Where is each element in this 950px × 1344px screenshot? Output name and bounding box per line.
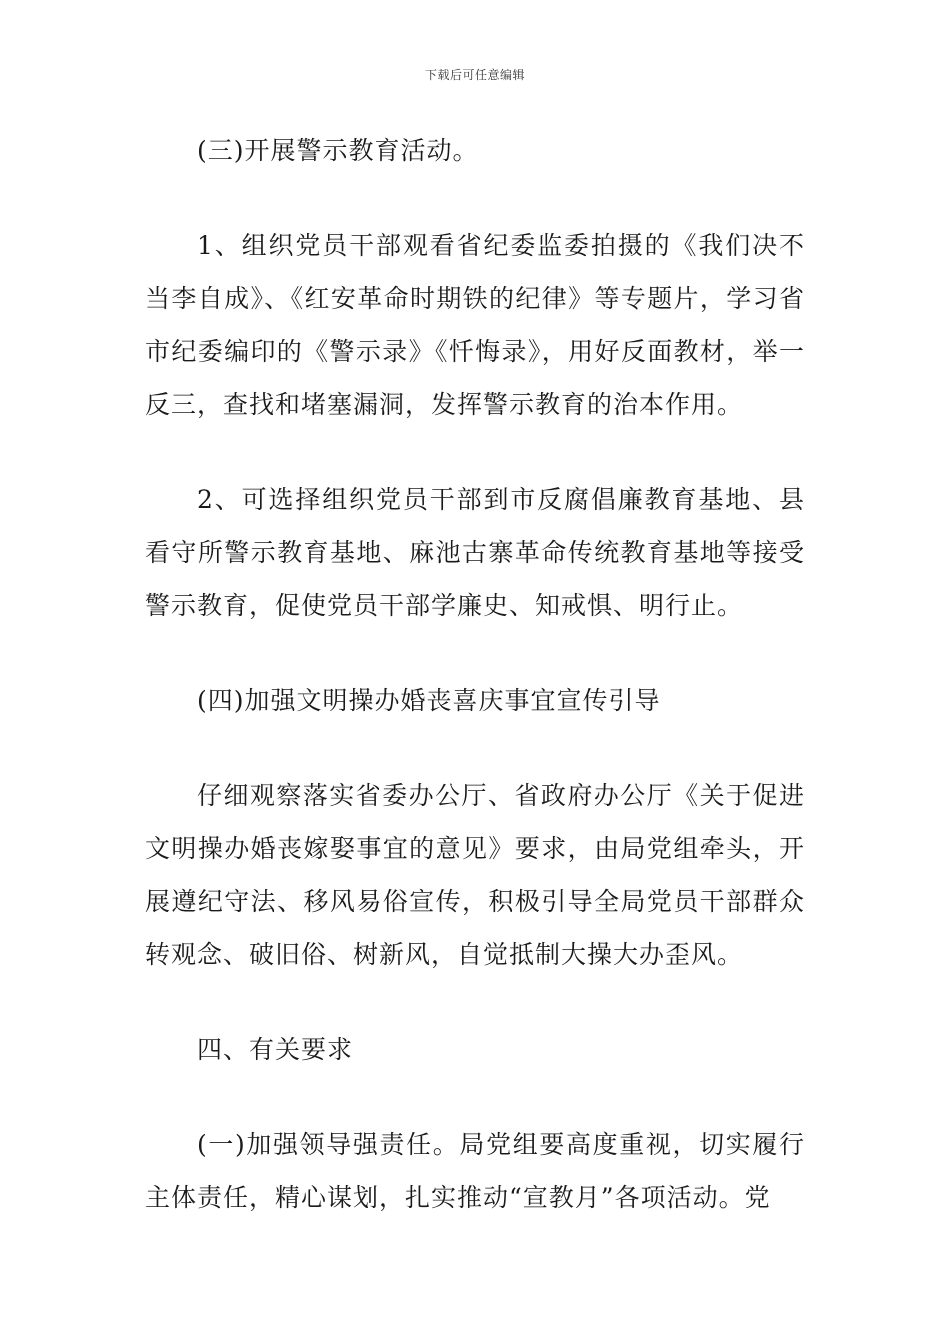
section-heading-wedding-funeral: (四)加强文明操办婚丧喜庆事宜宣传引导: [197, 686, 661, 715]
document-body: [145, 124, 805, 1224]
paragraph-item-1: 1、组织党员干部观看省纪委监委拍摄的《我们决不当李自成》、《红安革命时期铁的纪律》等专题片，学习省市纪委编印的《警示录》《忏悔录》，用好反面教材，举一反三，查找和堵塞漏洞，发挥警示教育的治本作用。: [145, 231, 805, 419]
paragraph-leadership-responsibility: (一)加强领导强责任。局党组要高度重视，切实履行主体责任，精心谋划，扎实推动“宣教月”各项活动。党: [145, 1130, 805, 1212]
paragraph-item-2: 2、可选择组织党员干部到市反腐倡廉教育基地、县看守所警示教育基地、麻池古寨革命传统教育基地等接受警示教育，促使党员干部学廉史、知戒惧、明行止。: [145, 485, 805, 620]
paragraph-civilized-customs: 仔细观察落实省委办公厅、省政府办公厅《关于促进文明操办婚丧嫁娶事宜的意见》要求，由局党组牵头，开展遵纪守法、移风易俗宣传，积极引导全局党员干部群众转观念、破旧俗、树新风，自觉抵制大操大办歪风。: [145, 781, 805, 969]
page-header-note: 下载后可任意编辑: [424, 68, 525, 82]
section-heading-requirements: 四、有关要求: [197, 1035, 354, 1064]
section-heading-warning-education: (三)开展警示教育活动。: [197, 136, 479, 165]
